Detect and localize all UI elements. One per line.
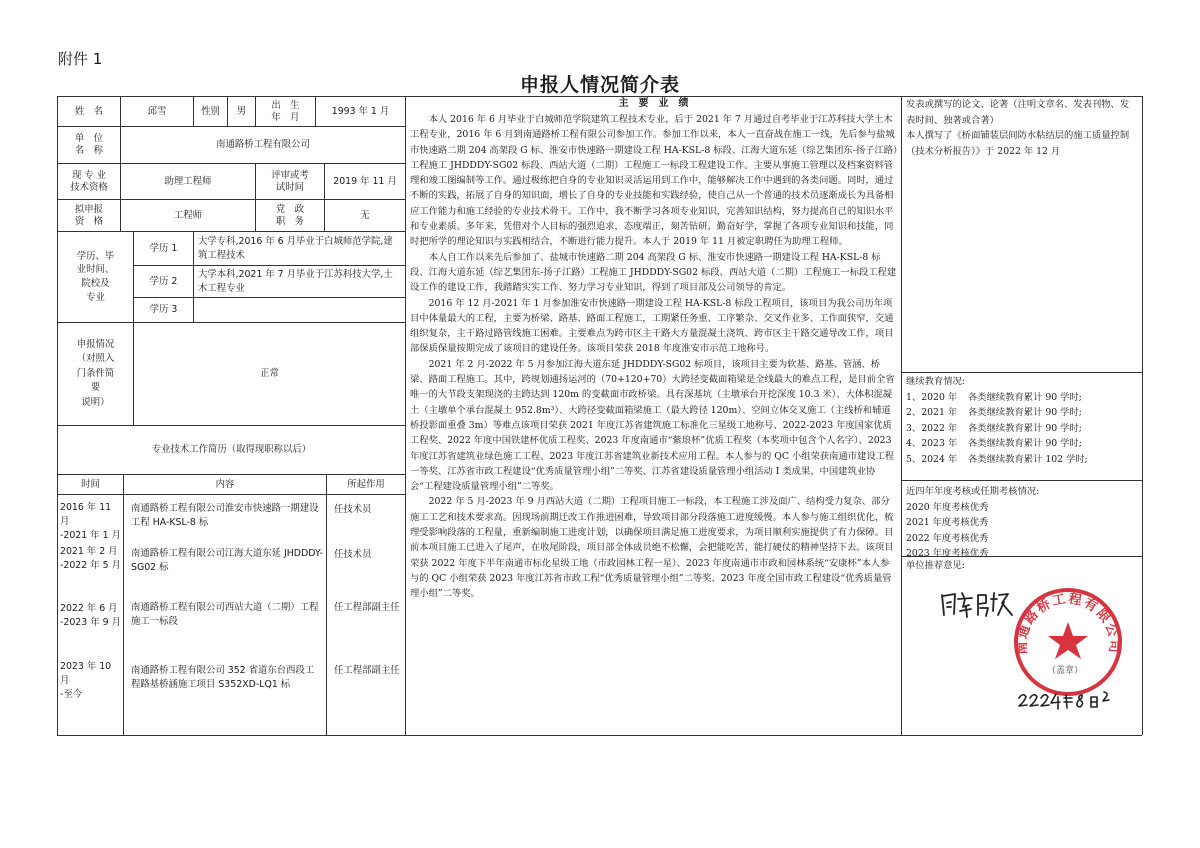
history-role: 任技术员 <box>334 504 372 515</box>
ce-text: 各类继续教育累计 90 学时; <box>968 407 1082 419</box>
publications-section <box>906 97 1138 159</box>
unit-value: 南通路桥工程有限公司 <box>216 139 310 151</box>
handwritten-date <box>1016 687 1112 713</box>
attachment-label: 附件 1 <box>58 50 103 68</box>
ce-row <box>906 436 1138 452</box>
application-status-value: 正常 <box>260 368 279 380</box>
name-label: 姓 名 <box>74 105 104 117</box>
education-3-value <box>198 298 402 322</box>
assessment-heading: 近四年年度考核或任期考核情况: <box>906 486 1040 497</box>
education-2-value: 大学本科,2021 年 7 月毕业于江苏科技大学,土木工程专业 <box>198 268 393 294</box>
history-time: 2023 年 10 月 -至今 <box>60 661 112 701</box>
party-position-value: 无 <box>360 209 370 221</box>
achievement-paragraph: 本人 2016 年 6 月毕业于白城师范学院建筑工程技术专业，后于 2021 年 7 月通过自考毕业于江苏科技大学土木工程专业，2016 年 6 月到南通路桥工程有限公司参加工作。参加工作以来，本人一直奋战在施工一线，先后参与盐城市快速路二期 204 高架段 G 标、淮安市快速路一期建设工程 HA-KSL-8 标段、江海大道东延（综艺集团东-扬子江路）工程施工 JHDDDY-SG02 标段、西站大道（二期）工程施工一标段工程建设工作。主要从事施工管理以及档案资料管理和竣工图编制等工作。通过极练把自身的专业知识灵活运用到工作中，能够解决工作中遇到的各类问题。同时，通过不断的实践，拓展了自身的知识面，增长了自身的专业技能和实践经验，使自己从一个普通的技术员逐渐成长为具备相应工作能力和施工经验的专业技术骨干。工作中，我不断学习各项专业知识，完善知识结构，努力提高自己的知识水平和专业素质。多年来，凭借对个人目标的强烈追求，态度端正，刻苦钻研，勤奋好学，掌握了各项专业知识和技能，同时把所学的理论知识与实践相结合，不断进行能力提升。本人于 2019 年 11 月被定职聘任为助理工程师。 <box>410 114 898 248</box>
history-content: 南通路桥工程有限公司西站大道（二期）工程施工一标段 <box>131 602 319 628</box>
history-time: 2016 年 11 月 -2021 年 1 月 <box>60 502 121 542</box>
history-content: 南通路桥工程有限公司 352 省道东台西段工程路基桥涵施工项目 S352XD-LQ1 标 <box>131 665 315 691</box>
party-position-label: 党 政 职 务 <box>275 203 305 227</box>
continuing-education-heading: 继续教育情况: <box>906 376 965 387</box>
assessment-row: 2021 年度考核优秀 <box>906 517 989 528</box>
work-history-heading: 专业技术工作简历（取得现职称以后） <box>151 444 312 456</box>
history-time: 2022 年 6 月 -2023 年 9 月 <box>60 603 121 629</box>
svg-text:南通路桥工程有限公司: 南通路桥工程有限公司 <box>1014 591 1122 655</box>
apply-qualification-value: 工程师 <box>173 209 203 221</box>
education-label: 学历、毕 业时间、 院校及 专业 <box>76 250 115 303</box>
history-content: 南通路桥工程有限公司江海大道东延 JHDDDY-SG02 标 <box>131 548 323 574</box>
achievement-paragraph: 本人自工作以来先后参加了、盐城市快速路二期 204 高架段 G 标、淮安市快速路一期建设工程 HA-KSL-8 标段、江海大道东延（综艺集团东-扬子江路）工程施工 JHDDDY-SG02 标段、西站大道（二期）工程施工一标段工程建设工作的建设工作，我踏踏实实工作、努力学习专业知识，得到了项目部及公司领导的肯定。 <box>410 251 897 294</box>
ce-year: 1、2020 年 <box>906 391 958 403</box>
review-time-label: 评审或考 试时间 <box>271 169 309 193</box>
achievements-body <box>410 112 898 734</box>
assessment-section <box>906 484 1138 562</box>
official-stamp <box>1010 584 1126 700</box>
history-col-role: 所起作用 <box>347 478 385 490</box>
ce-text: 各类继续教育累计 90 学时; <box>968 438 1082 450</box>
ce-year: 4、2023 年 <box>906 438 958 450</box>
current-qualification-label: 现 专 业 技术资格 <box>70 169 108 193</box>
ce-text: 各类继续教育累计 90 学时; <box>968 422 1082 434</box>
ce-text: 各类继续教育累计 102 学时; <box>968 453 1088 465</box>
history-role: 任工程部副主任 <box>334 665 400 676</box>
handwritten-signature <box>938 587 1018 621</box>
apply-qualification-label: 拟申报 资 格 <box>74 203 104 227</box>
application-status-label: 申报情况 （对照入 门条件简 要 说明） <box>76 338 115 408</box>
ce-row <box>906 405 1138 421</box>
seal-label: （盖章） <box>1047 666 1084 676</box>
achievement-paragraph: 2021 年 2 月-2022 年 5 月参加江海大道东延 JHDDDY-SG02 标项目，该项目主要为软基、路基、管涵、桥梁、路面工程施工。其中，跨规划通扬运河的（70+120+70）大跨径变截面箱梁是全线最大的难点工程，是目前全省唯一的大节段支架现浇的主跨达到 120m 的变截面市政桥梁。具有深基坑（主墩承台开挖深度 10.3 米）、大体积混凝土（主墩单个承台混凝土 952.8m³）、大跨径变截面箱梁施工（最大跨径 120m）、空间立体交叉施工（主线桥和辅道桥投影面重叠 3m）等难点该项目荣获 2021 年度江苏省建筑施工标准化三星级工地称号、2022-2023 年度国家优质工程奖、2022 年度中国铁建杯优质工程奖、2023 年度南通市“紫琅杯”优质工程奖（本奖项中包含个人名字）、2023 年度江苏省建筑业绿色施工工程、2023 年度江苏省建筑业新技术应用工程。本人参与的 QC 小组荣获南通市建设工程一等奖、江苏省市政工程建设“优秀质量管理小组”二等奖、江苏省建设质量管理小组活动 I 类成果、中国建筑业协会“工程建设质量管理小组”二等奖。 <box>410 358 895 493</box>
ce-row <box>906 452 1138 468</box>
education-3-label: 学历 3 <box>149 304 178 316</box>
achievement-paragraph: 2016 年 12 月-2021 年 1 月参加淮安市快速路一期建设工程 HA-KSL-8 标段工程项目，该项目为我公司历年项目中体量最大的工程，主要为桥梁、路基、路面工程施工，工期紧任务重、工序繁杂、交叉作业多、工作面狭窄，交通组织复杂，主干路过路管线施工困难。主要难点为跨市区主干路大方量混凝土浇筑、跨市区主干路交通导改工作，项目部保质保量按期完成了该项目的建设任务。该项目荣获 2018 年度淮安市示范工地称号。 <box>410 297 894 355</box>
assessment-row: 2023 年度考核优秀 <box>906 548 989 559</box>
recommendation-heading: 单位推荐意见: <box>906 560 965 571</box>
ce-year: 5、2024 年 <box>906 453 958 465</box>
assessment-row: 2020 年度考核优秀 <box>906 501 989 513</box>
review-time-value: 2019 年 11 月 <box>333 175 397 187</box>
history-role: 任技术员 <box>334 549 372 560</box>
ce-year: 3、2022 年 <box>906 422 958 434</box>
unit-label: 单 位 名 称 <box>74 133 104 156</box>
birth-value: 1993 年 1 月 <box>331 105 390 117</box>
gender-label: 性别 <box>201 105 220 117</box>
education-1-label: 学历 1 <box>149 242 178 254</box>
history-time: 2021 年 2 月 -2022 年 5 月 <box>60 546 121 572</box>
assessment-row: 2022 年度考核优秀 <box>906 532 989 544</box>
ce-year: 2、2021 年 <box>906 407 958 419</box>
publications-text: 本人撰写了《桥面铺装层间防水粘结层的施工质量控制（技术分析报告）》于 2022 年 12 月 <box>906 130 1130 157</box>
gender-value: 男 <box>236 105 247 117</box>
history-col-content: 内容 <box>215 478 235 490</box>
name-value: 邱雪 <box>147 105 167 117</box>
birth-label: 出 生 年 月 <box>271 99 300 123</box>
history-col-time: 时间 <box>81 478 100 490</box>
page-title: 申报人情况简介表 <box>519 74 680 96</box>
education-1-value: 大学专科,2016 年 6 月毕业于白城师范学院,建筑工程技术 <box>198 235 393 261</box>
achievement-paragraph: 2022 年 5 月-2023 年 9 月西站大道（二期）工程项目施工一标段，本工程施工涉及面广、结构受力复杂、部分施工工艺和技术要求高。因现场前期迁改工作推进困难，导致项目部分段落施工进度缓慢。本人参与施工组织优化，梳理受影响段落的工程量，重新编制施工进度计划，以确保项目满足施工进度要求，为项目顺利实施提供了有力保障。目前本项目施工已进入了尾声，在收尾阶段，项目部全体成员绝不松懈，会把能吃苦，能打硬仗的精神坚持下去。该项目荣获 2022 年度下半年南通市标化星级工地（市政园林工程一星）、2023 年度南通市市政和园林系统“安康杯”本人参与的 QC 小组荣获 2023 年度江苏省市政工程“优秀质量管理小组”二等奖、2023 年度全国市政工程建设“优秀质量管理小组”二等奖。 <box>410 496 894 600</box>
ce-row <box>906 390 1138 406</box>
ce-row <box>906 421 1138 437</box>
history-role: 任工程部副主任 <box>334 602 400 613</box>
achievements-heading: 主 要 业 绩 <box>618 98 689 109</box>
history-content: 南通路桥工程有限公司淮安市快速路一期建设工程 HA-KSL-8 标 <box>131 503 319 529</box>
ce-text: 各类继续教育累计 90 学时; <box>968 391 1082 403</box>
publications-heading: 发表或撰写的论文、论著（注明文章名、发表刊物、发表时间、独著或合著） <box>906 99 1130 126</box>
education-2-label: 学历 2 <box>149 275 178 287</box>
continuing-education-section <box>906 374 1138 468</box>
current-qualification-value: 助理工程师 <box>164 175 212 187</box>
